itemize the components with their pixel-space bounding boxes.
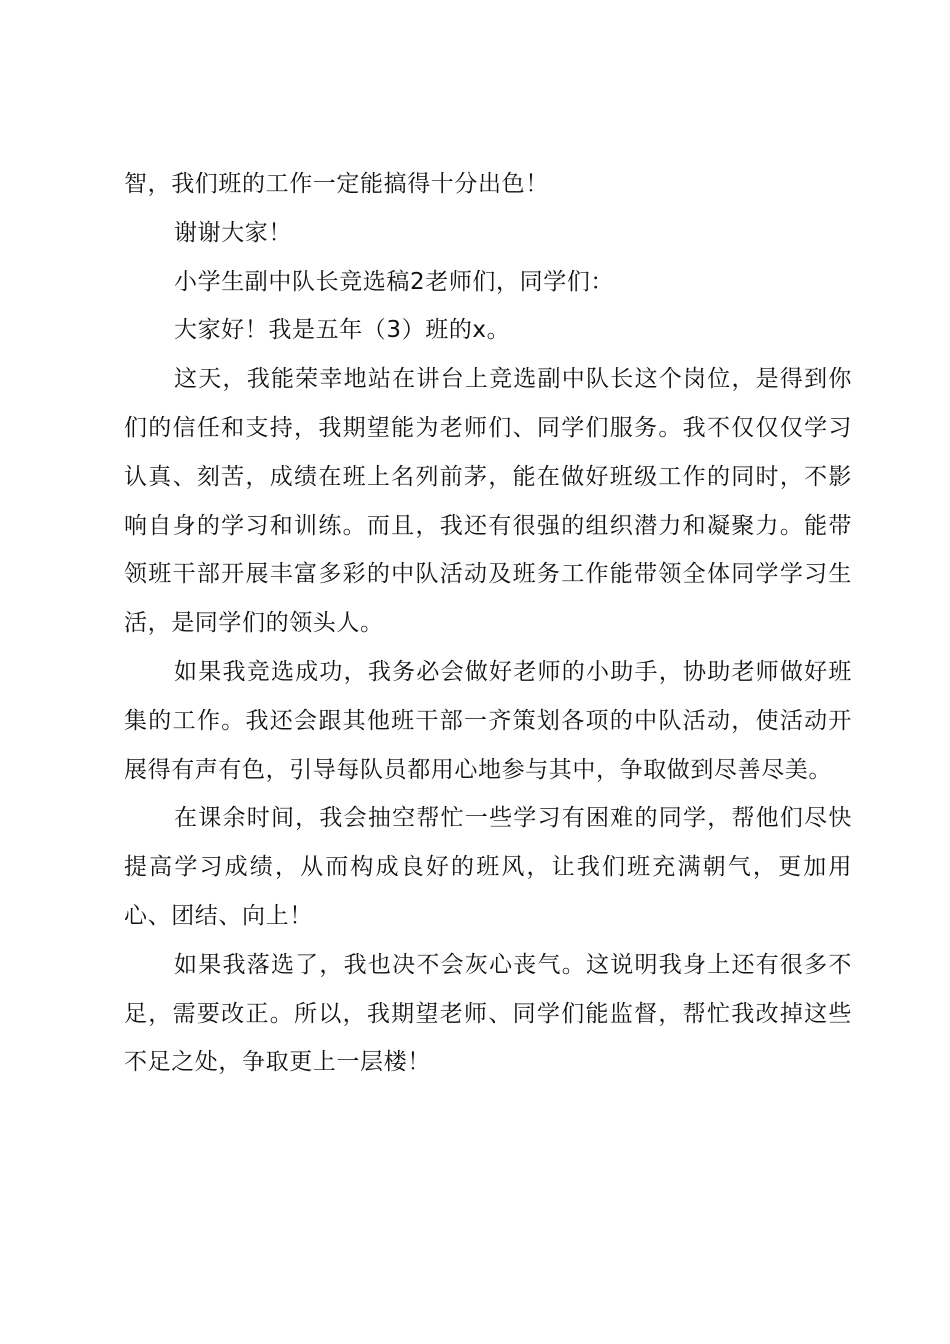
document-body <box>124 160 852 1087</box>
paragraph-if-not-elected: 如果我落选了，我也决不会灰心丧气。这说明我身上还有很多不足，需要改正。所以，我期望老师、同学们能监督，帮忙我改掉这些不足之处，争取更上一层楼！ <box>124 951 852 1076</box>
paragraph-closing-line: 智，我们班的工作一定能搞得十分出色！ <box>124 171 549 197</box>
paragraph-greeting: 大家好！我是五年（3）班的x。 <box>174 317 511 344</box>
paragraph-thanks: 谢谢大家！ <box>174 219 292 246</box>
paragraph-introduction: 这天，我能荣幸地站在讲台上竞选副中队长这个岗位，是得到你们的信任和支持，我期望能为老师们、同学们服务。我不仅仅仅学习认真、刻苦，成绩在班上名列前茅，能在做好班级工作的同时，不影响自身的学习和训练。而且，我还有很强的组织潜力和凝聚力。能带领班干部开展丰富多彩的中队活动及班务工作能带领全体同学学习生活，是同学们的领头人。 <box>124 366 852 637</box>
paragraph-if-elected: 如果我竞选成功，我务必会做好老师的小助手，协助老师做好班集的工作。我还会跟其他班干部一齐策划各项的中队活动，使活动开展得有声有色，引导每队员都用心地参与其中，争取做到尽善尽美。 <box>124 658 852 783</box>
paragraph-spare-time: 在课余时间，我会抽空帮忙一些学习有困难的同学，帮他们尽快提高学习成绩，从而构成良好的班风，让我们班充满朝气，更加用心、团结、向上！ <box>124 805 852 929</box>
paragraph-speech-heading: 小学生副中队长竞选稿2老师们，同学们： <box>174 268 615 295</box>
